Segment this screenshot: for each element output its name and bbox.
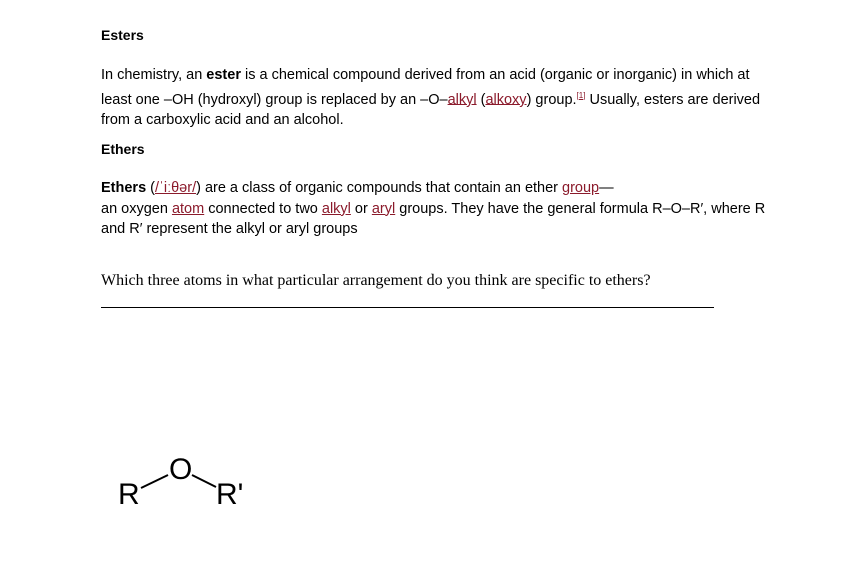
ether-structure-diagram — [110, 448, 270, 518]
question-text: Which three atoms in what particular arrangement do you think are specific to ethers? — [101, 272, 651, 289]
alkyl-link[interactable]: alkyl — [321, 200, 351, 217]
r-atom-label: R — [118, 478, 140, 511]
esters-heading: Esters — [101, 27, 144, 43]
bond-left — [141, 475, 168, 488]
o-atom-label: O — [169, 453, 193, 486]
answer-line[interactable] — [101, 307, 714, 308]
r-prime-atom-label: R' — [216, 478, 244, 511]
atom-link[interactable]: atom — [171, 200, 205, 217]
alkyl-link[interactable]: alkyl — [447, 91, 477, 108]
aryl-link[interactable]: aryl — [371, 200, 396, 217]
esters-paragraph: In chemistry, an ester is a chemical compound derived from an acid (organic or inorganic) in which at least one –OH (hydroxyl) group is replaced by an –O–alkyl (alkoxy) group.[1] Usually, esters are derived from a carboxylic acid and an alcohol. — [101, 67, 761, 128]
alkoxy-link[interactable]: alkoxy — [485, 91, 527, 108]
footnote-link[interactable]: [1] — [576, 90, 586, 100]
ester-term: ester — [206, 67, 241, 83]
pronunciation-link[interactable]: /ˈiːθər/ — [155, 180, 197, 196]
bond-right — [192, 475, 216, 487]
ethers-term: Ethers — [101, 180, 147, 196]
group-link[interactable]: group — [562, 180, 600, 196]
ethers-paragraph: Ethers (/ˈiːθər/) are a class of organic compounds that contain an ether group— an oxygen atom connected to two alkyl or aryl groups. They have the general formula R–O–R′, where R and R′ represent the alkyl or aryl groups — [101, 180, 766, 237]
ethers-heading: Ethers — [101, 141, 145, 157]
